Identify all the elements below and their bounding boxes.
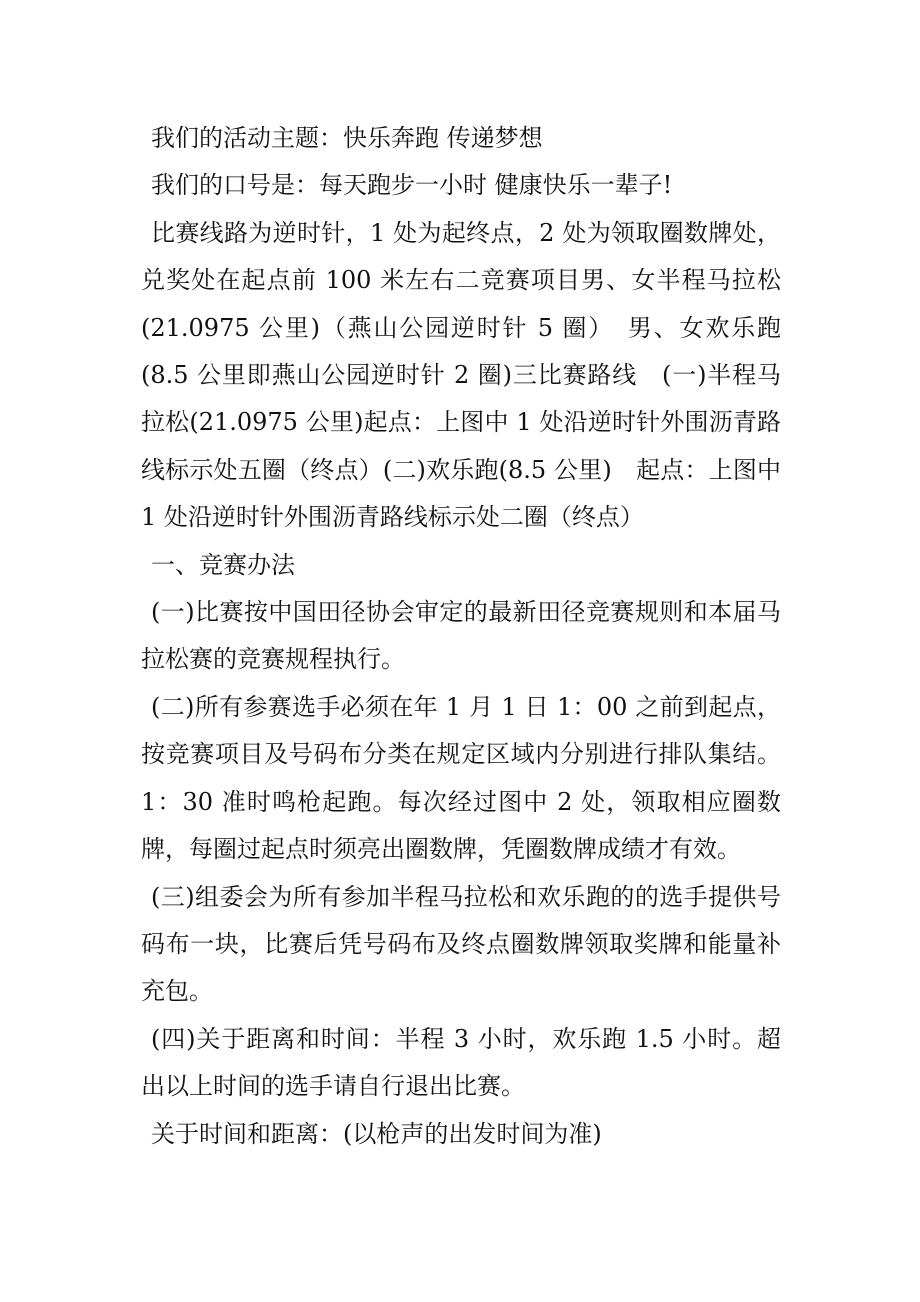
section-heading-competition-rules: 一、竞赛办法 [151, 550, 295, 579]
paragraph-route: 比赛线路为逆时针，1 处为起终点，2 处为领取圈数牌处，兑奖处在起点前 100 米左右二竞赛项目男、女半程马拉松(21.0975 公里)（燕山公园逆时针 5 圈） 男、女欢乐跑(8.5 公里即燕山公园逆时针 2 圈)三比赛路线 (一)半程马拉松(21.0975 公里)起点：上图中 1 处沿逆时针外围沥青路线标示处五圈（终点）(二)欢乐跑(8.5 公里) 起点：上图中 1 处沿逆时针外围沥青路线标示处二圈（终点） [141, 218, 789, 532]
paragraph-rule-1: (一)比赛按中国田径协会审定的最新田径竞赛规则和本届马拉松赛的竞赛规程执行。 [141, 598, 781, 674]
paragraph-time-note: 关于时间和距离：(以枪声的出发时间为准) [151, 1119, 602, 1148]
paragraph-theme: 我们的活动主题：快乐奔跑 传递梦想 [151, 124, 543, 152]
paragraph-rule-4: (四)关于距离和时间：半程 3 小时，欢乐跑 1.5 小时。超出以上时间的选手请自行退出比赛。 [141, 1024, 781, 1101]
paragraph-rule-2: (二)所有参赛选手必须在年 1 月 1 日 1：00 之前到起点，按竞赛项目及号码布分类在规定区域内分别进行排队集结。1：30 准时鸣枪起跑。每次经过图中 2 处，领取相应圈数牌，每圈过起点时须亮出圈数牌，凭圈数牌成绩才有效。 [141, 692, 781, 864]
paragraph-rule-3: (三)组委会为所有参加半程马拉松和欢乐跑的的选手提供号码布一块，比赛后凭号码布及终点圈数牌领取奖牌和能量补充包。 [141, 882, 781, 1006]
document-body [141, 115, 789, 1158]
paragraph-slogan: 我们的口号是：每天跑步一小时 健康快乐一辈子! [151, 171, 673, 200]
